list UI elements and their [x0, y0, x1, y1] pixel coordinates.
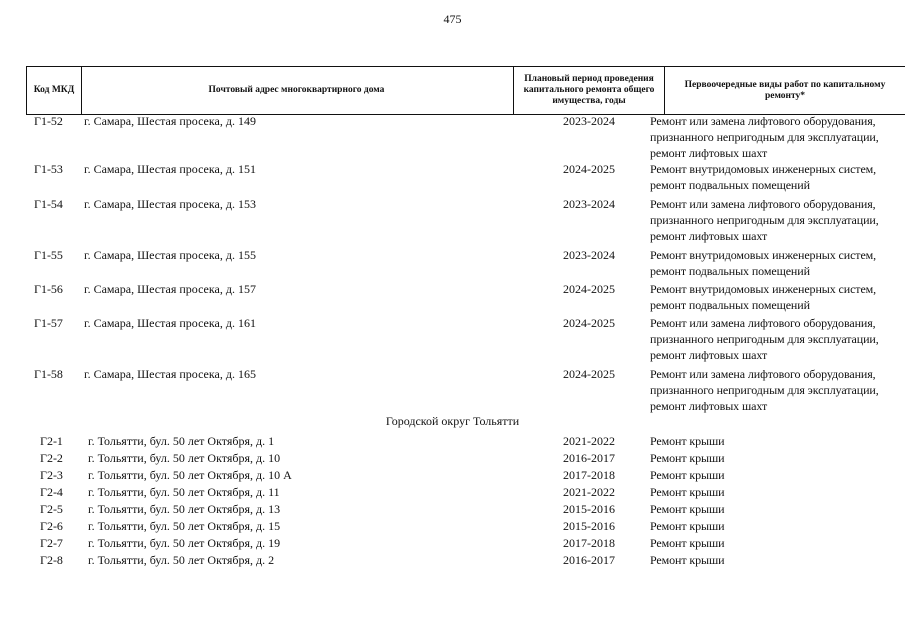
- table-row: [26, 196, 905, 247]
- row-code: Г1-54: [34, 197, 63, 211]
- row-address: г. Тольятти, бул. 50 лет Октября, д. 19: [88, 536, 281, 550]
- table-row: [26, 113, 905, 161]
- row-address: г. Тольятти, бул. 50 лет Октября, д. 10 А: [88, 468, 292, 482]
- row-period: 2016-2017: [563, 451, 615, 465]
- row-works: Ремонт внутридомовых инженерных систем, ремонт подвальных помещений: [650, 248, 877, 278]
- header-period: Плановый период проведения капитального ремонта общего имущества, годы: [514, 67, 665, 114]
- row-address: г. Тольятти, бул. 50 лет Октября, д. 13: [88, 502, 281, 516]
- row-address: г. Самара, Шестая просека, д. 149: [84, 114, 256, 128]
- table-row: [26, 161, 905, 196]
- table-row: [26, 281, 905, 315]
- table-row: [26, 315, 905, 366]
- row-address: г. Тольятти, бул. 50 лет Октября, д. 11: [88, 485, 280, 499]
- row-works: Ремонт крыши: [650, 502, 725, 516]
- row-address: г. Самара, Шестая просека, д. 151: [84, 162, 256, 176]
- page-number: 475: [443, 12, 462, 26]
- row-works: Ремонт внутридомовых инженерных систем, ремонт подвальных помещений: [650, 162, 877, 192]
- row-period: 2015-2016: [563, 519, 615, 533]
- table-row: [26, 552, 905, 569]
- row-period: 2017-2018: [563, 468, 615, 482]
- row-address: г. Тольятти, бул. 50 лет Октября, д. 15: [88, 519, 281, 533]
- row-works: Ремонт крыши: [650, 468, 725, 482]
- table-row: [26, 518, 905, 535]
- row-period: 2023-2024: [563, 248, 615, 262]
- table-row: [26, 366, 905, 416]
- row-address: г. Самара, Шестая просека, д. 161: [84, 316, 256, 330]
- table-row: [26, 247, 905, 281]
- table-body-samara: [26, 113, 905, 416]
- row-works: Ремонт или замена лифтового оборудования, признанного непригодным для эксплуатации, ремонт лифтовых шахт: [650, 316, 879, 362]
- row-code: Г2-6: [40, 519, 63, 533]
- row-works: Ремонт крыши: [650, 553, 725, 567]
- header-works: Первоочередные виды работ по капитальному ремонту*: [684, 79, 886, 101]
- table-row: [26, 501, 905, 518]
- row-works: Ремонт крыши: [650, 536, 725, 550]
- header-code: Код МКД: [26, 67, 82, 114]
- row-code: Г2-1: [40, 434, 63, 448]
- row-works: Ремонт или замена лифтового оборудования, признанного непригодным для эксплуатации, ремонт лифтовых шахт: [650, 367, 879, 413]
- row-code: Г2-7: [40, 536, 63, 550]
- row-address: г. Самара, Шестая просека, д. 165: [84, 367, 256, 381]
- section-title: Городской округ Тольятти: [385, 414, 520, 428]
- row-works: Ремонт или замена лифтового оборудования, признанного непригодным для эксплуатации, ремонт лифтовых шахт: [650, 197, 879, 243]
- row-period: 2024-2025: [563, 282, 615, 296]
- row-address: г. Самара, Шестая просека, д. 153: [84, 197, 256, 211]
- table-row: [26, 484, 905, 501]
- table-row: [26, 467, 905, 484]
- row-period: 2023-2024: [563, 114, 615, 128]
- row-works: Ремонт крыши: [650, 434, 725, 448]
- table-row: [26, 535, 905, 552]
- table-header: [26, 66, 905, 115]
- row-works: Ремонт крыши: [650, 451, 725, 465]
- row-period: 2016-2017: [563, 553, 615, 567]
- row-code: Г1-52: [34, 114, 63, 128]
- row-period: 2015-2016: [563, 502, 615, 516]
- row-code: Г1-57: [34, 316, 63, 330]
- row-period: 2024-2025: [563, 367, 615, 381]
- row-address: г. Тольятти, бул. 50 лет Октября, д. 10: [88, 451, 281, 465]
- row-period: 2024-2025: [563, 316, 615, 330]
- row-period: 2024-2025: [563, 162, 615, 176]
- row-period: 2021-2022: [563, 485, 615, 499]
- row-works: Ремонт крыши: [650, 519, 725, 533]
- row-period: 2017-2018: [563, 536, 615, 550]
- row-address: г. Самара, Шестая просека, д. 157: [84, 282, 256, 296]
- row-works: Ремонт или замена лифтового оборудования, признанного непригодным для эксплуатации, ремонт лифтовых шахт: [650, 114, 879, 160]
- row-code: Г1-56: [34, 282, 63, 296]
- row-address: г. Самара, Шестая просека, д. 155: [84, 248, 256, 262]
- row-code: Г2-3: [40, 468, 63, 482]
- row-code: Г1-58: [34, 367, 63, 381]
- row-code: Г2-4: [40, 485, 63, 499]
- row-address: г. Тольятти, бул. 50 лет Октября, д. 2: [88, 553, 275, 567]
- row-period: 2021-2022: [563, 434, 615, 448]
- row-code: Г2-8: [40, 553, 63, 567]
- row-code: Г2-2: [40, 451, 63, 465]
- row-code: Г2-5: [40, 502, 63, 516]
- header-address: Почтовый адрес многоквартирного дома: [80, 67, 514, 114]
- row-address: г. Тольятти, бул. 50 лет Октября, д. 1: [88, 434, 275, 448]
- row-code: Г1-55: [34, 248, 63, 262]
- row-works: Ремонт внутридомовых инженерных систем, ремонт подвальных помещений: [650, 282, 877, 312]
- row-works: Ремонт крыши: [650, 485, 725, 499]
- row-period: 2023-2024: [563, 197, 615, 211]
- table-row: [26, 433, 905, 450]
- table-body-togliatti: [26, 433, 905, 569]
- row-code: Г1-53: [34, 162, 63, 176]
- table-row: [26, 450, 905, 467]
